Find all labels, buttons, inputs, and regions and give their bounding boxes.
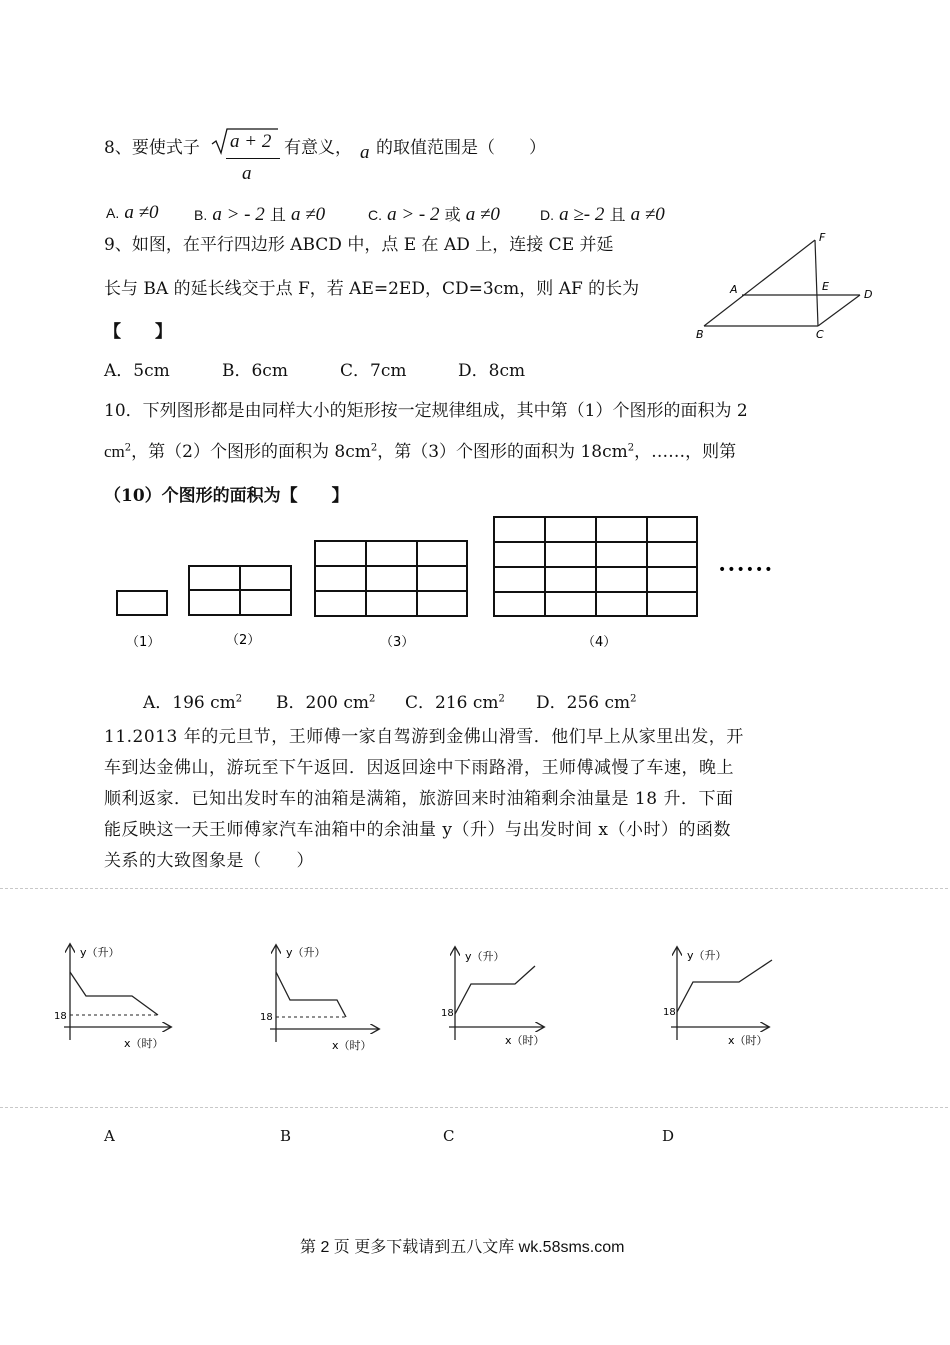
q8-fraction-bar (226, 158, 280, 159)
option-unit: cm (604, 693, 631, 713)
graph-d-ylabel: y（升） (687, 949, 727, 962)
ellipsis-dots: •••••• (718, 562, 774, 578)
figure-label-3: （3） (380, 635, 415, 650)
graph-c-mark: 18 (441, 1008, 454, 1019)
q8-option-b[interactable] (194, 202, 325, 226)
label-f: F (819, 231, 826, 244)
figure-label-4: （4） (582, 635, 617, 650)
q8-denominator: a (242, 163, 252, 184)
option-value: 196 (172, 693, 205, 713)
q10-option-d[interactable] (536, 688, 637, 713)
segment-bf (704, 240, 815, 326)
q11-answer-c[interactable]: C (443, 1127, 455, 1145)
sup: 2 (627, 442, 635, 454)
unit: cm (345, 442, 371, 462)
option-unit: cm (472, 693, 499, 713)
sup: 2 (370, 442, 378, 454)
graph-d-mark: 18 (663, 1007, 676, 1018)
option-label: D． (536, 693, 567, 713)
q8-option-c[interactable] (368, 202, 500, 226)
q11-line: 车到达金佛山，游玩至下午返回．因返回途中下雨路滑，王师傅减慢了车速，晚上 (104, 758, 734, 778)
q9-option-a[interactable]: A．5cm (104, 361, 170, 381)
option-expr: a > - 2 (387, 204, 440, 225)
label-c: C (816, 328, 824, 341)
q10-line3: （10）个图形的面积为【 】 (104, 486, 349, 506)
option-expr2: a ≠0 (290, 204, 326, 225)
graph-a-mark: 18 (54, 1011, 67, 1022)
q8-suffix: 的取值范围是（ ） (376, 138, 546, 158)
option-unit: cm (343, 693, 370, 713)
graph-b-xlabel: x（时） (332, 1039, 372, 1052)
option-label: B. (194, 207, 208, 223)
q8-sqrt-expr: a + 2 (230, 131, 272, 152)
label-b: B (696, 328, 704, 341)
graph-a-xlabel: x（时） (124, 1037, 164, 1050)
option-label: A. (106, 205, 120, 221)
graph-a-ylabel: y（升） (80, 946, 120, 959)
q9-parallelogram-figure (690, 228, 890, 348)
option-unit: cm (210, 693, 236, 713)
figure-label-2: （2） (226, 633, 261, 648)
label-a: A (730, 283, 738, 296)
q10-line2 (104, 437, 736, 462)
sup: 2 (124, 442, 132, 454)
option-label: A． (143, 693, 173, 713)
q8-fraction (210, 126, 280, 186)
q8-middle: 有意义， (284, 138, 352, 158)
figure-label-1: （1） (126, 635, 161, 650)
unit: cm (602, 442, 628, 462)
graph-a (64, 945, 170, 1040)
sup: 2 (630, 693, 637, 705)
graph-b (270, 946, 378, 1042)
option-expr2: a ≠0 (630, 204, 665, 225)
page-footer: 第 2 页 更多下载请到五八文库 wk.58sms.com (300, 1239, 625, 1256)
option-value: 256 (566, 693, 600, 713)
text: ，……，则第 (634, 442, 737, 462)
q10-option-b[interactable] (276, 688, 375, 713)
sup: 2 (498, 693, 505, 705)
unit: cm (104, 442, 125, 461)
label-d: D (864, 288, 873, 301)
q8-variable: a (360, 142, 370, 163)
text: ，第（2）个图形的面积为 8 (131, 442, 346, 462)
q11-paragraph (104, 722, 744, 877)
q10-option-a[interactable] (143, 688, 242, 713)
text: ，第（3）个图形的面积为 18 (377, 442, 603, 462)
sup: 2 (235, 693, 243, 705)
graph-c-xlabel: x（时） (505, 1034, 545, 1047)
q9-line2: 长与 BA 的延长线交于点 F，若 AE=2ED，CD=3cm，则 AF 的长为 (104, 279, 640, 299)
option-expr: a ≥- 2 (559, 204, 605, 225)
q11-graphs (0, 930, 950, 1060)
q11-answer-d[interactable]: D (662, 1127, 675, 1145)
q10-option-c[interactable] (405, 688, 505, 713)
q9-option-d[interactable]: D．8cm (458, 361, 526, 381)
q10-rectangle-figures (90, 510, 810, 670)
option-label: B． (276, 693, 306, 713)
q9-option-c[interactable]: C．7cm (340, 361, 407, 381)
q9-line1: 9、如图，在平行四边形 ABCD 中，点 E 在 AD 上，连接 CE 并延 (104, 235, 614, 255)
figure-1 (117, 591, 167, 615)
q11-line: 关系的大致图象是（ ） (104, 851, 314, 871)
option-conj: 且 (609, 205, 626, 224)
option-expr: a > - 2 (212, 204, 265, 225)
q11-line: 11.2013 年的元旦节，王师傅一家自驾游到金佛山滑雪．他们早上从家里出发，开 (104, 727, 744, 747)
q11-line: 能反映这一天王师傅家汽车油箱中的余油量 y（升）与出发时间 x（小时）的函数 (104, 820, 731, 840)
q9-bracket: 【 】 (104, 322, 172, 342)
q8-prefix: 8、要使式子 (104, 138, 200, 158)
option-expr2: a ≠0 (465, 204, 500, 225)
option-value: 216 (435, 693, 468, 713)
q10-line1: 10．下列图形都是由同样大小的矩形按一定规律组成，其中第（1）个图形的面积为 2 (104, 401, 748, 421)
figure-2 (189, 566, 291, 615)
option-label: C． (405, 693, 436, 713)
label-e: E (822, 280, 829, 293)
option-label: D. (540, 207, 554, 223)
q11-answer-a[interactable]: A (104, 1127, 115, 1145)
figure-4 (494, 517, 697, 616)
graph-b-ylabel: y（升） (286, 946, 326, 959)
option-conj: 且 (269, 205, 286, 224)
q9-option-b[interactable]: B．6cm (222, 361, 288, 381)
segment-cf (815, 240, 818, 326)
graph-c-ylabel: y（升） (465, 950, 505, 963)
segment-dc (818, 295, 860, 326)
q8-option-d[interactable] (540, 202, 665, 226)
sup: 2 (369, 693, 376, 705)
option-label: C. (368, 207, 382, 223)
graph-d-xlabel: x（时） (728, 1034, 768, 1047)
q11-line: 顺利返家．已知出发时车的油箱是满箱，旅游回来时油箱剩余油量是 18 升．下面 (104, 789, 734, 809)
option-conj: 或 (444, 205, 461, 224)
figure-3 (315, 541, 467, 616)
graph-b-mark: 18 (260, 1012, 273, 1023)
q11-answer-b[interactable]: B (280, 1127, 292, 1145)
option-value: 200 (305, 693, 338, 713)
option-expr: a ≠0 (124, 202, 159, 223)
q8-option-a[interactable] (106, 202, 159, 224)
